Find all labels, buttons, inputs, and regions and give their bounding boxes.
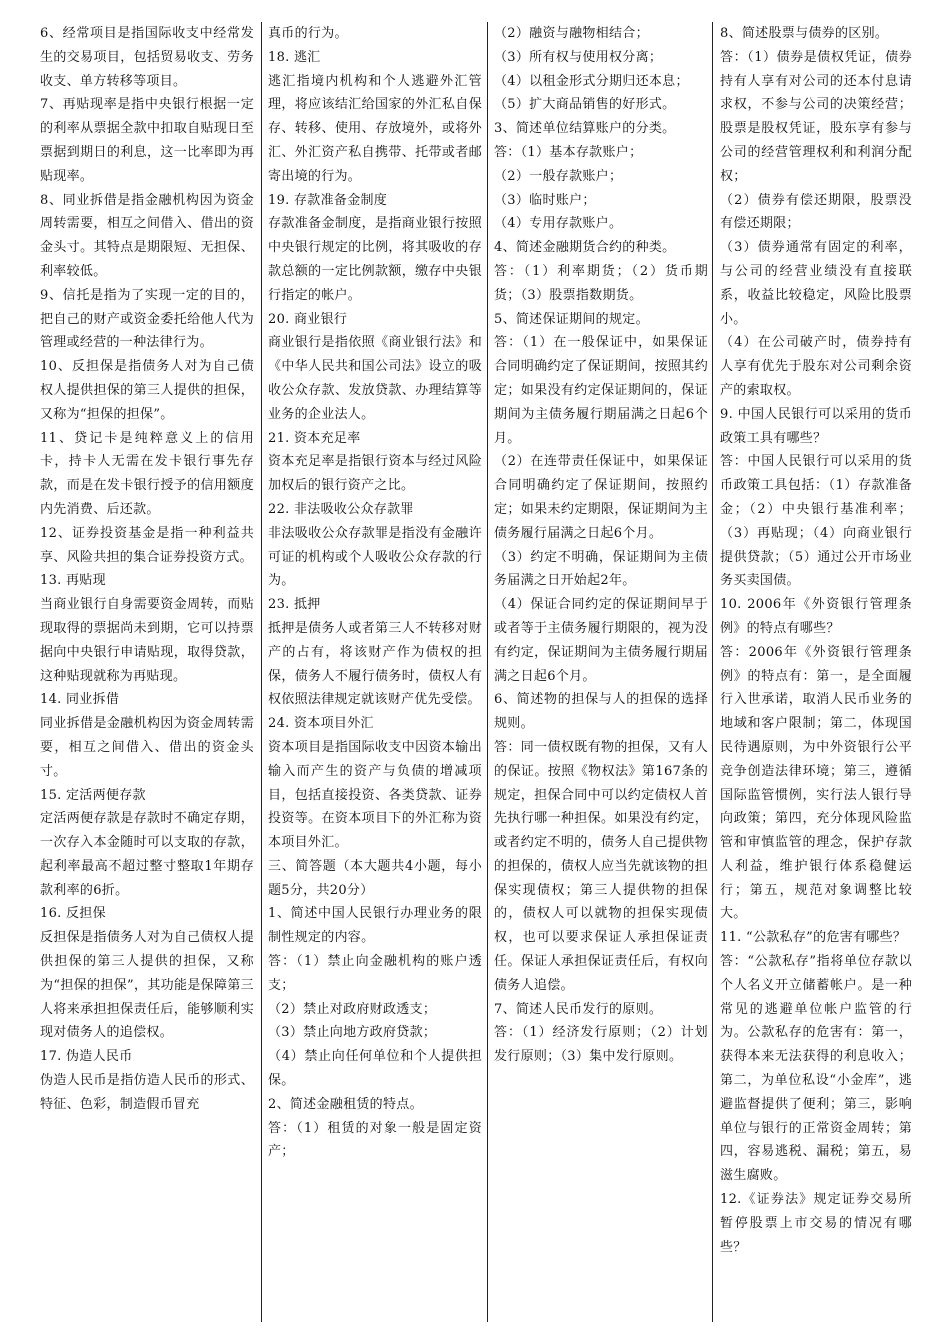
paragraph: （4）在公司破产时，债券持有人享有优先于股东对公司剩余资产的索取权。 (720, 335, 912, 398)
paragraph: 17. 伪造人民币 (40, 1049, 133, 1065)
column-divider (712, 22, 713, 1322)
paragraph: 12、证券投资基金是指一种利益共享、风险共担的集合证券投资方式。 (40, 525, 254, 565)
paragraph: 非法吸收公众存款罪是指没有金融许可证的机构或个人吸收公众存款的行为。 (268, 525, 482, 589)
paragraph: 逃汇指境内机构和个人逃避外汇管理，将应该结汇给国家的外汇私自保存、转移、使用、存放境外，或将外汇、外汇资产私自携带、托带或者邮寄出境的行为。 (268, 73, 482, 184)
paragraph: （4）保证合同约定的保证期间早于或者等于主债务履行期限的，视为没有约定，保证期间为主债务履行期届满之日起6个月。 (494, 597, 708, 684)
paragraph: （3）所有权与使用权分离； (494, 49, 663, 65)
paragraph: 6、经常项目是指国际收支中经常发生的交易项目，包括贸易收支、劳务收支、单方转移等项目。 (40, 26, 254, 89)
paragraph: （4）专用存款账户。 (494, 216, 623, 232)
paragraph: 答：（1）债券是债权凭证，债券持有人享有对公司的还本付息请求权，不参与公司的决策经营；股票是股权凭证，股东享有参与公司的经营管理权利和利润分配权； (720, 49, 912, 184)
text-column-4 (716, 22, 912, 1322)
paragraph: 同业拆借是金融机构因为资金周转需要，相互之间借入、借出的资金头寸。 (40, 716, 254, 779)
paragraph: 反担保是指债务人对为自己债权人提供担保的第三人提供的担保，又称为“担保的担保”，其功能是保障第三人将来承担担保责任后，能够顺利实现对债务人的追偿权。 (40, 930, 254, 1041)
paragraph: 答：同一债权既有物的担保，又有人的保证。按照《物权法》第167条的规定，担保合同中可以约定债权人首先执行哪一种担保。如果没有约定，或者约定不明的，债务人自己提供物的担保的，债权人应当先就该物的担保实现债权；第三人提供物的担保的，债权人可以就物的担保实现债权，也可以要求保证人承担保证责任。保证人承担保证责任后，有权向债务人追偿。 (494, 739, 708, 993)
paragraph: 7、简述人民币发行的原则。 (494, 1001, 663, 1017)
paragraph: 19. 存款准备金制度 (268, 192, 388, 208)
column-divider (487, 22, 488, 1322)
paragraph: 1、简述中国人民银行办理业务的限制性规定的内容。 (268, 906, 482, 946)
paragraph: （2）禁止对政府财政透支； (268, 1001, 437, 1017)
paragraph: 15. 定活两便存款 (40, 787, 146, 803)
paragraph: （3）约定不明确，保证期间为主债务届满之日开始起2年。 (494, 549, 708, 589)
paragraph: 6、简述物的担保与人的担保的选择规则。 (494, 692, 708, 732)
paragraph: 资本项目是指国际收支中因资本输出输入而产生的资产与负债的增减项目，包括直接投资、各类贷款、证券投资等。在资本项目下的外汇称为资本项目外汇。 (268, 739, 482, 851)
paragraph: （2）债券有偿还期限，股票没有偿还期限； (720, 192, 912, 232)
paragraph: 14. 同业拆借 (40, 692, 120, 708)
paragraph: 11、贷记卡是纯粹意义上的信用卡，持卡人无需在发卡银行事先存款，而是在发卡银行授予的信用额度内先消费、后还款。 (40, 430, 254, 517)
paragraph: 三、简答题（本大题共4小题，每小题5分，共20分） (268, 858, 482, 898)
paragraph: 答：2006年《外资银行管理条例》的特点有：第一，是全面履行入世承诺，取消人民币业务的地域和客户限制；第二，体现国民待遇原则，为中外资银行公平竞争创造法律环境；第三，遵循国际监管惯例，实行法人银行导向政策；第四，充分体现风险监管和审慎监管的理念，保护存款人利益，维护银行体系稳健运行；第五，规范对象调整比较大。 (720, 644, 912, 922)
paragraph: 18. 逃汇 (268, 49, 321, 65)
paragraph: （2）在连带责任保证中，如果保证合同明确约定了保证期间，按照约定；如果未约定期限，保证期间为主债务履行届满之日起6个月。 (494, 454, 708, 541)
paragraph: 10. 2006年《外资银行管理条例》的特点有哪些？ (720, 597, 912, 636)
paragraph: 5、简述保证期间的规定。 (494, 311, 649, 327)
paragraph: 答：（1）租赁的对象一般是固定资产； (268, 1120, 482, 1160)
paragraph: 16. 反担保 (40, 906, 106, 922)
paragraph: 存款准备金制度，是指商业银行按照中央银行规定的比例，将其吸收的存款总额的一定比例款额，缴存中央银行指定的帐户。 (268, 216, 482, 303)
paragraph: 答：（1）经济发行原则；（2）计划发行原则；（3）集中发行原则。 (494, 1025, 708, 1065)
paragraph: 商业银行是指依照《商业银行法》和《中华人民共和国公司法》设立的吸收公众存款、发放贷款、办理结算等业务的企业法人。 (268, 335, 482, 422)
paragraph: 真币的行为。 (268, 26, 348, 41)
paragraph: （4）以租金形式分期归还本息； (494, 73, 689, 89)
paragraph: （3）债券通常有固定的利率，与公司的经营业绩没有直接联系，收益比较稳定，风险比股票小。 (720, 240, 912, 327)
paragraph: 24. 资本项目外汇 (268, 716, 374, 732)
paragraph: 7、再贴现率是指中央银行根据一定的利率从票据全款中扣取自贴现日至票据到期日的利息，这一比率即为再贴现率。 (40, 97, 254, 184)
paragraph: 9、信托是指为了实现一定的目的，把自己的财产或资金委托给他人代为管理或经营的一种法律行为。 (40, 287, 254, 351)
paragraph: （5）扩大商品销售的好形式。 (494, 97, 676, 113)
paragraph: 8、同业拆借是指金融机构因为资金周转需要，相互之间借入、借出的资金头寸。其特点是期限短、无担保、利率较低。 (40, 192, 254, 279)
text-column-3 (491, 22, 711, 1322)
paragraph: 3、简述单位结算账户的分类。 (494, 121, 676, 137)
paragraph: （3）临时账户； (494, 192, 596, 208)
paragraph: 答：（1）利率期货；（2）货币期货；（3）股票指数期货。 (494, 263, 708, 303)
paragraph: 13. 再贴现 (40, 573, 106, 589)
paragraph: 22. 非法吸收公众存款罪 (268, 501, 414, 517)
document-page (40, 22, 912, 1322)
paragraph: 20. 商业银行 (268, 311, 348, 327)
paragraph: 伪造人民币是指仿造人民币的形式、特征、色彩，制造假币冒充 (40, 1073, 254, 1112)
paragraph: 当商业银行自身需要资金周转，而贴现取得的票据尚未到期，它可以持票据向中央银行申请贴现，取得贷款，这种贴现就称为再贴现。 (40, 597, 254, 684)
paragraph: 答：中国人民银行可以采用的货币政策工具包括：（1）存款准备金；（2）中央银行基准利率；（3）再贴现；（4）向商业银行提供贷款；（5）通过公开市场业务买卖国债。 (720, 454, 912, 589)
column-divider (261, 22, 262, 1322)
paragraph: 12.《证券法》规定证券交易所暂停股票上市交易的情况有哪些？ (720, 1192, 912, 1255)
paragraph: 答：“公款私存”指将单位存款以个人名义开立储蓄帐户。是一种常见的逃避单位帐户监管的行为。公款私存的危害有：第一，获得本来无法获得的利息收入；第二，为单位私设“小金库”，逃避监督提供了便利；第三，影响单位与银行的正常资金周转；第四，容易逃税、漏税；第五，易滋生腐败。 (720, 954, 912, 1184)
paragraph: （3）禁止向地方政府贷款； (268, 1025, 437, 1041)
paragraph: （2）融资与融物相结合； (494, 26, 649, 41)
text-column-2 (265, 22, 485, 1322)
paragraph: 定活两便存款是存款时不确定存期，一次存入本金随时可以支取的存款，起利率最高不超过整寸整取1年期存款利率的6折。 (40, 811, 254, 898)
paragraph: 答：（1）基本存款账户； (494, 144, 643, 160)
paragraph: 资本充足率是指银行资本与经过风险加权后的银行资产之比。 (268, 454, 482, 494)
paragraph: 9. 中国人民银行可以采用的货币政策工具有哪些？ (720, 406, 912, 446)
paragraph: 8、简述股票与债券的区别。 (720, 26, 889, 41)
paragraph: 4、简述金融期货合约的种类。 (494, 240, 676, 256)
paragraph: （2）一般存款账户； (494, 168, 623, 184)
paragraph: 2、简述金融租赁的特点。 (268, 1096, 423, 1112)
paragraph: 11. “公款私存”的危害有哪些？ (720, 930, 907, 946)
paragraph: 答：（1）在一般保证中，如果保证合同明确约定了保证期间，按照其约定；如果没有约定保证期间的，保证期间为主债务履行期届满之日起6个月。 (494, 335, 708, 446)
paragraph: 21. 资本充足率 (268, 430, 361, 446)
paragraph: 答：（1）禁止向金融机构的账户透支； (268, 954, 482, 993)
paragraph: 10、反担保是指债务人对为自己债权人提供担保的第三人提供的担保，又称为“担保的担保”。 (40, 359, 254, 422)
paragraph: （4）禁止向任何单位和个人提供担保。 (268, 1049, 482, 1089)
text-column-1 (40, 22, 258, 1322)
paragraph: 23. 抵押 (268, 597, 321, 613)
paragraph: 抵押是债务人或者第三人不转移对财产的占有，将该财产作为债权的担保，债务人不履行债务时，债权人有权依照法律规定就该财产优先受偿。 (268, 620, 482, 708)
